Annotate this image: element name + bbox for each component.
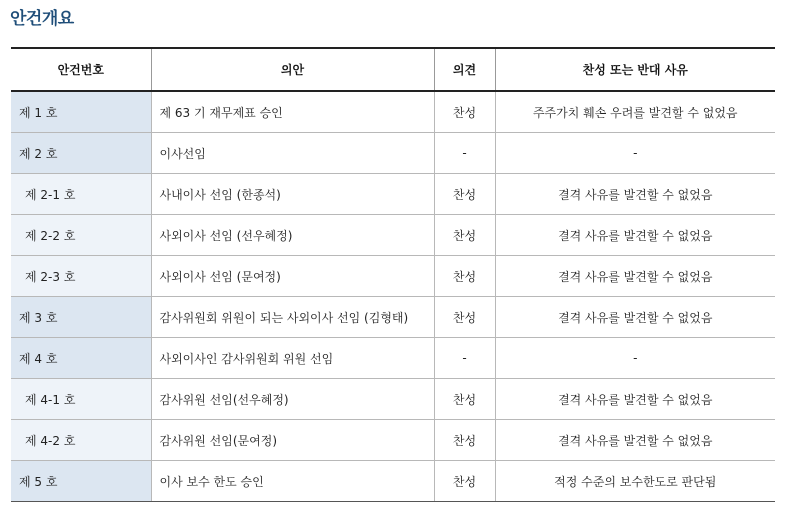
cell-number: 제 2-2 호 (11, 215, 151, 256)
cell-agenda: 사외이사인 감사위원회 위원 선임 (151, 338, 434, 379)
page-title: 안건개요 (10, 9, 74, 29)
cell-reason: 결격 사유를 발견할 수 없었음 (495, 215, 775, 256)
table-row (11, 297, 775, 338)
table-row (11, 461, 775, 502)
cell-agenda: 감사위원 선임(문여정) (151, 420, 434, 461)
cell-opinion: 찬성 (434, 91, 495, 133)
cell-number: 제 5 호 (11, 461, 151, 502)
cell-reason: - (495, 338, 775, 379)
cell-reason: 적정 수준의 보수한도로 판단됨 (495, 461, 775, 502)
cell-opinion: - (434, 338, 495, 379)
cell-agenda: 감사위원 선임(선우혜정) (151, 379, 434, 420)
cell-reason: 결격 사유를 발견할 수 없었음 (495, 379, 775, 420)
cell-agenda: 사내이사 선임 (한종석) (151, 174, 434, 215)
table-row (11, 420, 775, 461)
cell-agenda: 사외이사 선임 (선우혜정) (151, 215, 434, 256)
cell-reason: - (495, 133, 775, 174)
cell-number: 제 2-3 호 (11, 256, 151, 297)
cell-reason: 결격 사유를 발견할 수 없었음 (495, 256, 775, 297)
cell-opinion: 찬성 (434, 420, 495, 461)
table-row (11, 338, 775, 379)
cell-opinion: 찬성 (434, 174, 495, 215)
cell-agenda: 사외이사 선임 (문여정) (151, 256, 434, 297)
agenda-table-body (11, 91, 775, 502)
table-header-row (11, 48, 775, 91)
cell-reason: 결격 사유를 발견할 수 없었음 (495, 420, 775, 461)
cell-agenda: 이사 보수 한도 승인 (151, 461, 434, 502)
table-row (11, 215, 775, 256)
table-row (11, 256, 775, 297)
cell-opinion: - (434, 133, 495, 174)
cell-agenda: 이사선임 (151, 133, 434, 174)
cell-number: 제 2-1 호 (11, 174, 151, 215)
cell-opinion: 찬성 (434, 379, 495, 420)
cell-reason: 주주가치 훼손 우려를 발견할 수 없었음 (495, 91, 775, 133)
cell-agenda: 감사위원회 위원이 되는 사외이사 선임 (김형태) (151, 297, 434, 338)
header-number: 안건번호 (11, 48, 151, 91)
cell-opinion: 찬성 (434, 256, 495, 297)
table-row (11, 174, 775, 215)
cell-number: 제 1 호 (11, 91, 151, 133)
header-opinion: 의견 (434, 48, 495, 91)
cell-number: 제 3 호 (11, 297, 151, 338)
header-reason: 찬성 또는 반대 사유 (495, 48, 775, 91)
cell-reason: 결격 사유를 발견할 수 없었음 (495, 174, 775, 215)
cell-opinion: 찬성 (434, 297, 495, 338)
cell-number: 제 4 호 (11, 338, 151, 379)
header-agenda: 의안 (151, 48, 434, 91)
cell-number: 제 4-2 호 (11, 420, 151, 461)
cell-opinion: 찬성 (434, 461, 495, 502)
table-row (11, 379, 775, 420)
cell-reason: 결격 사유를 발견할 수 없었음 (495, 297, 775, 338)
cell-agenda: 제 63 기 재무제표 승인 (151, 91, 434, 133)
cell-opinion: 찬성 (434, 215, 495, 256)
table-row (11, 91, 775, 133)
agenda-table (11, 47, 775, 502)
cell-number: 제 2 호 (11, 133, 151, 174)
table-row (11, 133, 775, 174)
cell-number: 제 4-1 호 (11, 379, 151, 420)
